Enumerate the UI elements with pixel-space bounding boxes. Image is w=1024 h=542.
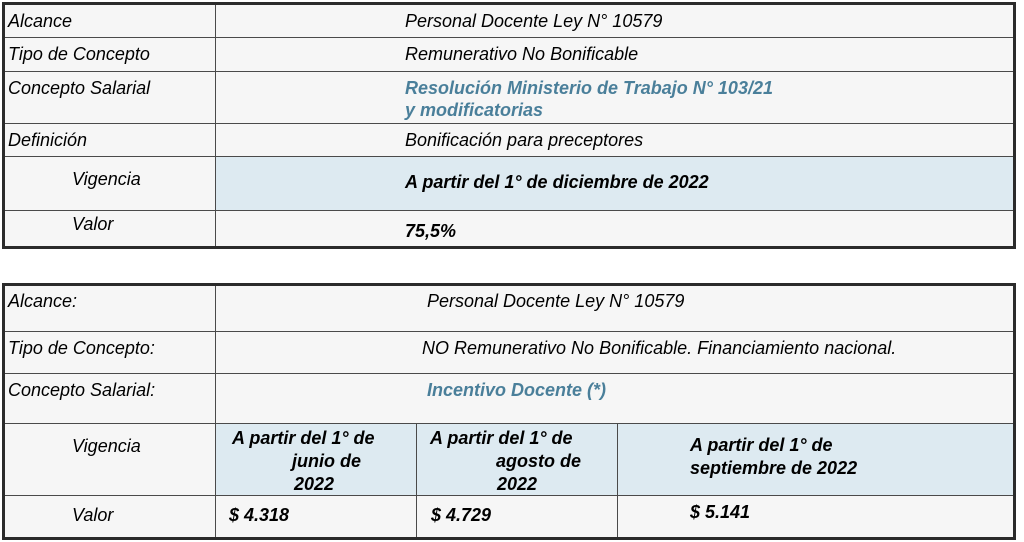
label-valor: Valor: [72, 214, 114, 234]
label-concepto-salarial-2: Concepto Salarial:: [8, 380, 156, 400]
vigencia-junio-line3: 2022: [294, 474, 335, 494]
row-vigencia: [5, 157, 1013, 211]
label-vigencia: Vigencia: [72, 169, 141, 189]
label-tipo-concepto-2: Tipo de Concepto:: [8, 338, 155, 358]
value-alcance: Personal Docente Ley N° 10579: [405, 11, 663, 31]
row-definicion: [5, 124, 1013, 157]
label-alcance-2: Alcance:: [8, 291, 78, 311]
value-definicion: Bonificación para preceptores: [405, 130, 644, 150]
row-tipo-concepto-2: [5, 332, 1013, 374]
row-valor: [5, 211, 1013, 246]
vigencia-junio-line1: A partir del 1° de: [232, 428, 375, 448]
vigencia-septiembre-line2: septiembre de 2022: [690, 458, 858, 478]
valor-junio: $ 4.318: [229, 505, 290, 525]
vigencia-junio-line2: junio de: [292, 451, 361, 471]
row-tipo-concepto: [5, 38, 1013, 72]
vigencia-col-agosto: [417, 424, 618, 495]
value-valor: 75,5%: [405, 221, 457, 241]
value-tipo-concepto-2: NO Remunerativo No Bonificable. Financiamiento nacional.: [422, 338, 897, 358]
valor-col-agosto: [417, 496, 618, 537]
label-tipo-concepto: Tipo de Concepto: [8, 44, 150, 64]
vigencia-septiembre-line1: A partir del 1° de: [690, 435, 833, 455]
valor-col-septiembre: [618, 496, 1013, 537]
row-alcance-2: [5, 286, 1013, 332]
vigencia-agosto-line2: agosto de: [496, 451, 582, 471]
label-concepto-salarial: Concepto Salarial: [8, 78, 151, 98]
label-definicion: Definición: [8, 130, 88, 150]
row-concepto-salarial-2: [5, 374, 1013, 424]
vigencia-col-junio: [216, 424, 417, 495]
label-vigencia-2: Vigencia: [72, 436, 141, 456]
valor-agosto: $ 4.729: [431, 505, 492, 525]
vigencia-agosto-line3: 2022: [497, 474, 538, 494]
label-alcance: Alcance: [8, 11, 73, 31]
value-vigencia: A partir del 1° de diciembre de 2022: [405, 172, 709, 192]
bonificacion-preceptores-table: [2, 2, 1016, 249]
value-concepto-salarial-line1: Resolución Ministerio de Trabajo N° 103/21: [405, 78, 773, 98]
incentivo-docente-table: [2, 283, 1016, 540]
value-concepto-salarial-line2: y modificatorias: [405, 100, 544, 120]
value-alcance-2: Personal Docente Ley N° 10579: [427, 291, 685, 311]
row-alcance: [5, 5, 1013, 38]
label-valor-2: Valor: [72, 505, 114, 525]
vigencia-agosto-line1: A partir del 1° de: [430, 428, 573, 448]
row-concepto-salarial: [5, 72, 1013, 124]
row-vigencia-2: [5, 424, 1013, 496]
valor-col-junio: [216, 496, 417, 537]
value-concepto-salarial-2: Incentivo Docente (*): [427, 380, 607, 400]
valor-septiembre: $ 5.141: [690, 502, 751, 522]
row-valor-2: [5, 496, 1013, 537]
vigencia-col-septiembre: [618, 424, 1013, 495]
value-tipo-concepto: Remunerativo No Bonificable: [405, 44, 639, 64]
